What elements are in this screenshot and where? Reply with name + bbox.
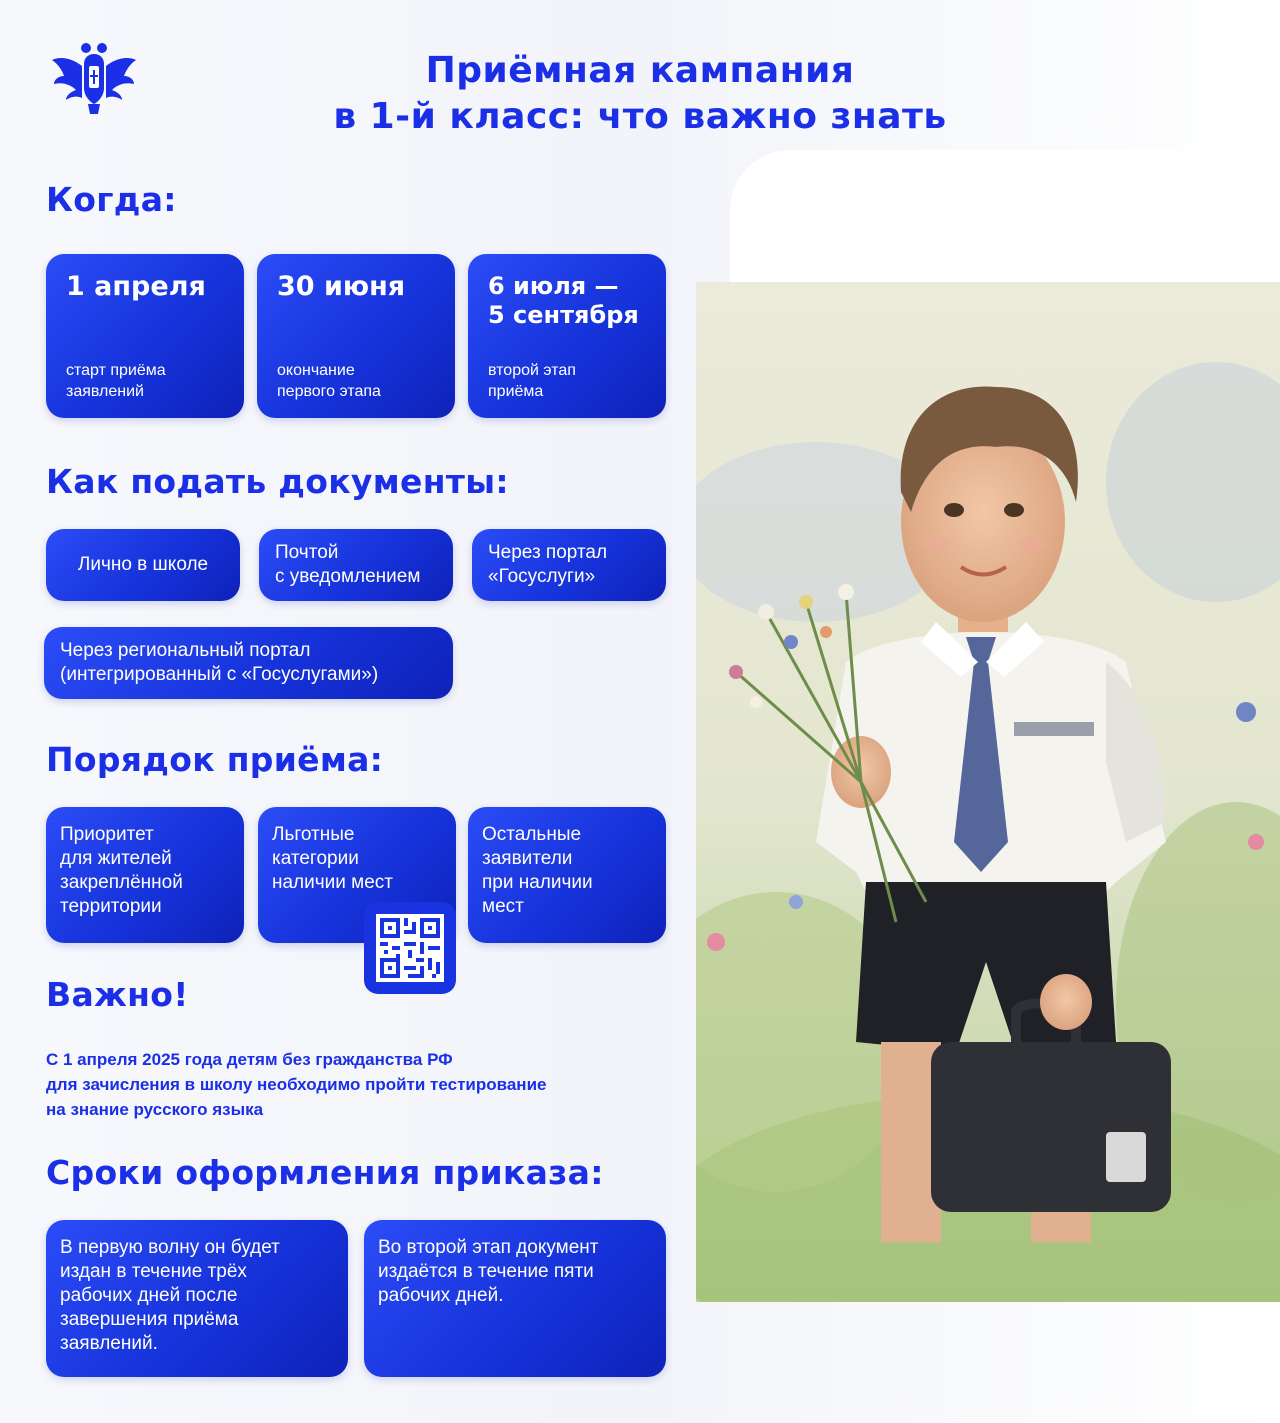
important-heading: Важно!: [46, 975, 189, 1014]
date-card-date: 6 июля — 5 сентября: [488, 272, 639, 329]
title-line-2: в 1-й класс: что важно знать: [333, 96, 947, 137]
term-card-first-wave: В первую волну он будет издан в течение трёх рабочих дней после завершения приёма заявлений.: [46, 1220, 348, 1377]
term-card-second-stage: Во второй этап документ издаётся в течение пяти рабочих дней.: [364, 1220, 666, 1377]
order-heading: Порядок приёма:: [46, 740, 384, 779]
decorative-glow: [730, 150, 1280, 290]
how-heading: Как подать документы:: [46, 462, 509, 501]
date-card-text: старт приёма заявлений: [66, 362, 166, 400]
qr-code-icon: [376, 914, 444, 982]
date-card-date: 1 апреля: [66, 271, 206, 302]
submit-option-gosuslugi: Через портал «Госуслуги»: [472, 529, 666, 601]
illustration-boy-with-flowers: [696, 282, 1280, 1302]
ministry-emblem-icon: [50, 40, 138, 116]
submit-option-regional-portal: Через региональный портал (интегрированный с «Госуслугами»): [44, 627, 453, 699]
qr-code[interactable]: [364, 902, 456, 994]
submit-option-in-person: Лично в школе: [46, 529, 240, 601]
date-card-second-stage: [468, 254, 666, 418]
date-card-date: 30 июня: [277, 271, 406, 302]
boy-illustration-image: [696, 282, 1280, 1302]
date-card-text: окончание первого этапа: [277, 362, 381, 400]
submit-option-mail: Почтой с уведомлением: [259, 529, 453, 601]
important-note: С 1 апреля 2025 года детям без гражданства РФ для зачисления в школу необходимо пройти тестирование на знание русского языка: [46, 1050, 547, 1119]
when-heading: Когда:: [46, 180, 177, 219]
date-card-first-stage-end: [257, 254, 455, 418]
date-card-text: второй этап приёма: [488, 362, 576, 400]
date-card-start: [46, 254, 244, 418]
terms-heading: Сроки оформления приказа:: [46, 1153, 604, 1192]
page-title: [240, 48, 1040, 140]
order-card-benefits: Льготные категории наличии мест: [258, 807, 456, 943]
title-line-1: Приёмная кампания: [425, 50, 855, 91]
order-card-priority: Приоритет для жителей закреплённой территории: [46, 807, 244, 943]
order-card-others: Остальные заявители при наличии мест: [468, 807, 666, 943]
